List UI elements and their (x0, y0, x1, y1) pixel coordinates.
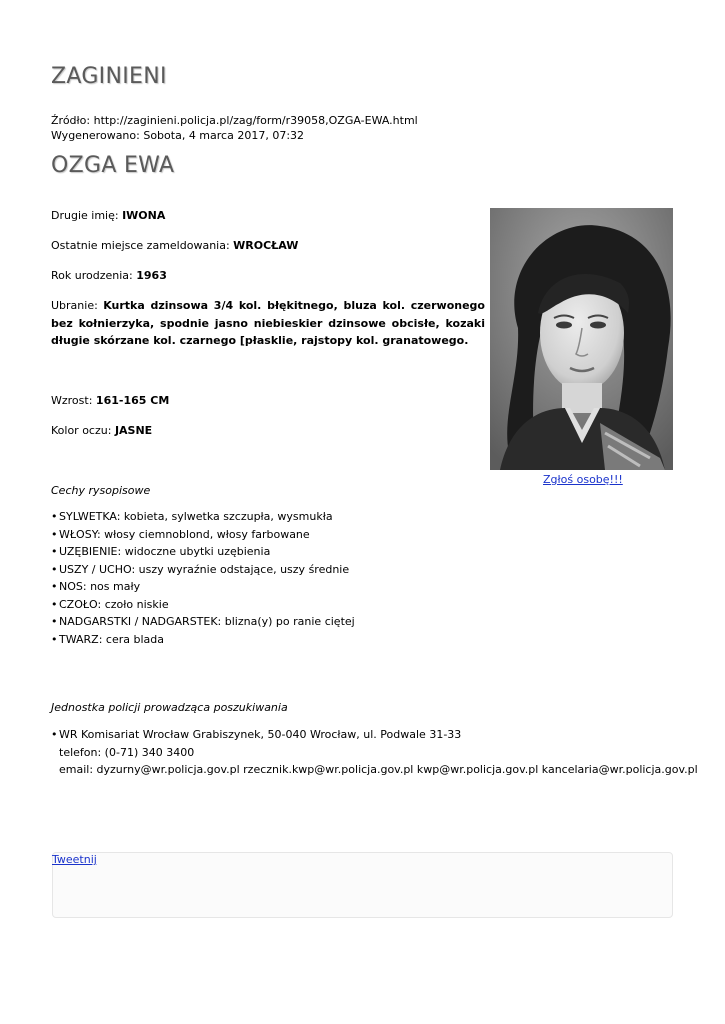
police-unit-heading: Jednostka policji prowadząca poszukiwania (51, 701, 288, 714)
police-unit-name: WR Komisariat Wrocław Grabiszynek, 50-040 Wrocław, ul. Podwale 31-33 (59, 728, 462, 741)
bullet-icon: • (51, 562, 58, 576)
police-unit-block (51, 726, 698, 779)
list-item: • USZY / UCHO: uszy wyraźnie odstające, uszy średnie (51, 561, 355, 579)
height-label: Wzrost: (51, 394, 93, 407)
eye-color-label: Kolor oczu: (51, 424, 112, 437)
features-heading: Cechy rysopisowe (51, 484, 151, 497)
eye-color-value: JASNE (114, 424, 153, 437)
police-unit-phone: telefon: (0-71) 340 3400 (59, 745, 195, 759)
eye-color-field (51, 424, 152, 437)
police-unit-email: email: dyzurny@wr.policja.gov.pl rzecznik.kwp@wr.policja.gov.pl kwp@wr.policja.gov.pl kancelaria@wr.policja.gov.pl (59, 763, 698, 776)
generated-line (51, 128, 304, 143)
last-residence-value: WROCŁAW (233, 239, 299, 252)
birth-year-label: Rok urodzenia: (51, 269, 133, 282)
list-item: • WŁOSY: włosy ciemnoblond, włosy farbowane (51, 526, 355, 544)
source-line (51, 113, 418, 128)
generated-date: Sobota, 4 marca 2017, 07:32 (143, 129, 305, 142)
bullet-icon: • (51, 728, 58, 741)
tweet-link[interactable]: Tweetnij (52, 853, 97, 866)
bullet-icon: • (51, 545, 58, 558)
person-name: OZGA EWA (51, 153, 175, 178)
birth-year-value: 1963 (136, 269, 167, 282)
list-item: • TWARZ: cera blada (51, 631, 355, 649)
page-title: ZAGINIENI (51, 64, 167, 89)
list-item: • NADGARSTKI / NADGARSTEK: blizna(y) po ranie ciętej (51, 613, 355, 631)
bullet-icon: • (51, 632, 58, 646)
bullet-icon: • (51, 615, 58, 628)
person-photo (490, 208, 673, 470)
bullet-icon: • (51, 527, 58, 541)
bullet-icon: • (51, 510, 58, 523)
generated-label: Wygenerowano: (51, 129, 140, 142)
list-item: • NOS: nos mały (51, 578, 355, 596)
report-person-link[interactable]: Zgłoś osobę!!! (543, 473, 623, 486)
clothing-value: Kurtka dzinsowa 3/4 kol. błękitnego, bluza kol. czerwonego bez kołnierzyka, spodnie jasno niebieskier dzinsowe obcisłe, kozaki długie skórzane kol. czarnego [płasklie, rajstopy kol. granatowego. (51, 299, 485, 347)
second-name-value: IWONA (122, 209, 166, 222)
height-field (51, 394, 169, 407)
share-box (52, 852, 673, 918)
height-value: 161-165 CM (95, 394, 170, 407)
portrait-image (490, 208, 673, 470)
clothing-label: Ubranie: (51, 299, 98, 312)
bullet-icon: • (51, 580, 58, 593)
list-item: • UZĘBIENIE: widoczne ubytki uzębienia (51, 543, 355, 561)
last-residence-field (51, 239, 298, 252)
clothing-field (51, 297, 485, 350)
birth-year-field (51, 269, 167, 282)
source-url: http://zaginieni.policja.pl/zag/form/r39058,OZGA-EWA.html (93, 114, 418, 127)
source-label: Źródło: (51, 114, 91, 127)
police-unit-name-line (51, 726, 698, 744)
second-name-label: Drugie imię: (51, 209, 119, 222)
bullet-icon: • (51, 597, 58, 611)
list-item: • CZOŁO: czoło niskie (51, 596, 355, 614)
last-residence-label: Ostatnie miejsce zameldowania: (51, 239, 230, 252)
features-list (51, 508, 355, 648)
list-item: • SYLWETKA: kobieta, sylwetka szczupła, wysmukła (51, 508, 355, 526)
second-name-field (51, 209, 165, 222)
